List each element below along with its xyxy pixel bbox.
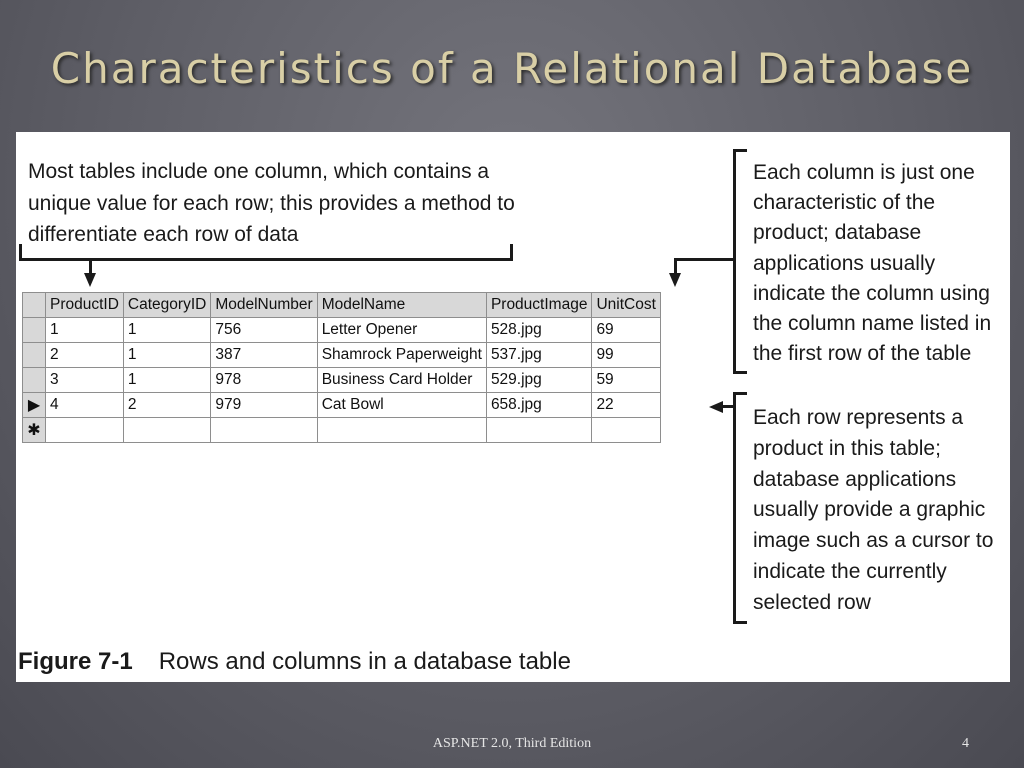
table-cell[interactable]: 1 — [123, 318, 210, 343]
table-cell[interactable] — [123, 418, 210, 443]
table-cell[interactable]: 1 — [123, 343, 210, 368]
table-cell[interactable] — [486, 418, 592, 443]
column-header[interactable]: ModelName — [317, 293, 486, 318]
table-cell[interactable] — [46, 418, 124, 443]
table-cell[interactable]: Cat Bowl — [317, 393, 486, 418]
table-cell[interactable] — [317, 418, 486, 443]
figure-caption-text: Rows and columns in a database table — [158, 648, 571, 675]
bracket-column-top-tick — [733, 149, 747, 152]
bracket-row-top-tick — [733, 392, 747, 395]
arrow-row-head — [709, 401, 723, 413]
table-cell[interactable]: 979 — [211, 393, 317, 418]
column-header[interactable]: ProductID — [46, 293, 124, 318]
table-row-selected[interactable] — [23, 393, 661, 418]
table-cell[interactable]: 658.jpg — [486, 393, 592, 418]
figure-number: Figure 7-1 — [18, 648, 133, 675]
database-table — [22, 292, 661, 443]
table-cell[interactable]: 4 — [46, 393, 124, 418]
bracket-row-vertical — [733, 392, 736, 624]
slide-title: Characteristics of a Relational Database — [50, 44, 974, 93]
table-cell[interactable]: 2 — [123, 393, 210, 418]
callout-row-meaning: Each row represents a product in this table; database applications usually provide a graphic image such as a cursor to indicate the currently selected row — [753, 406, 994, 614]
table-cell[interactable]: 59 — [592, 368, 660, 393]
arrow-unitcost-head — [669, 273, 681, 287]
table-cell[interactable]: Shamrock Paperweight — [317, 343, 486, 368]
column-header[interactable]: ProductImage — [486, 293, 592, 318]
arrow-productid-head — [84, 273, 96, 287]
bracket-row-bottom-tick — [733, 621, 747, 624]
bracket-top-right-tick — [510, 244, 513, 261]
bracket-column-vertical — [733, 149, 736, 374]
table-cell[interactable]: 1 — [46, 318, 124, 343]
table-cell[interactable]: 3 — [46, 368, 124, 393]
bracket-top-bar — [19, 258, 513, 261]
table-cell[interactable] — [211, 418, 317, 443]
table-row[interactable] — [23, 318, 661, 343]
table-cell[interactable]: Letter Opener — [317, 318, 486, 343]
slide-page-number: 4 — [962, 736, 969, 751]
figure-panel — [16, 132, 1010, 682]
table-new-row[interactable] — [23, 418, 661, 443]
table-cell[interactable]: 1 — [123, 368, 210, 393]
table-cell[interactable]: 756 — [211, 318, 317, 343]
row-selector[interactable] — [23, 368, 46, 393]
table-cell[interactable]: 529.jpg — [486, 368, 592, 393]
arrow-unitcost-horizontal — [674, 258, 735, 261]
current-row-cursor-icon[interactable]: ▶ — [23, 393, 46, 418]
figure-caption — [18, 648, 571, 676]
table-cell[interactable]: 99 — [592, 343, 660, 368]
table-cell[interactable]: Business Card Holder — [317, 368, 486, 393]
table-row[interactable] — [23, 343, 661, 368]
slide-footer: ASP.NET 2.0, Third Edition — [432, 736, 592, 751]
table-row[interactable] — [23, 368, 661, 393]
row-selector[interactable] — [23, 318, 46, 343]
callout-unique-column: Most tables include one column, which contains a unique value for each row; this provides a method to differentiate each row of data — [28, 160, 515, 246]
table-cell[interactable]: 537.jpg — [486, 343, 592, 368]
arrow-productid-stem — [89, 260, 92, 274]
table-cell[interactable]: 978 — [211, 368, 317, 393]
arrow-row-horizontal — [722, 405, 735, 408]
new-row-asterisk-icon[interactable]: ✱ — [23, 418, 46, 443]
header-selector-cell — [23, 293, 46, 318]
column-header[interactable]: CategoryID — [123, 293, 210, 318]
table-cell[interactable]: 387 — [211, 343, 317, 368]
table-cell[interactable]: 528.jpg — [486, 318, 592, 343]
bracket-top-left-tick — [19, 244, 22, 261]
row-selector[interactable] — [23, 343, 46, 368]
table-cell[interactable]: 69 — [592, 318, 660, 343]
table-cell[interactable]: 2 — [46, 343, 124, 368]
column-header[interactable]: UnitCost — [592, 293, 660, 318]
table-header-row — [23, 293, 661, 318]
column-header[interactable]: ModelNumber — [211, 293, 317, 318]
table-cell[interactable]: 22 — [592, 393, 660, 418]
table-cell[interactable] — [592, 418, 660, 443]
callout-column-meaning: Each column is just one characteristic of the product; database applications usually indicate the column using the column name listed in the first row of the table — [753, 161, 992, 366]
arrow-unitcost-stem — [674, 258, 677, 274]
bracket-column-bottom-tick — [733, 371, 747, 374]
